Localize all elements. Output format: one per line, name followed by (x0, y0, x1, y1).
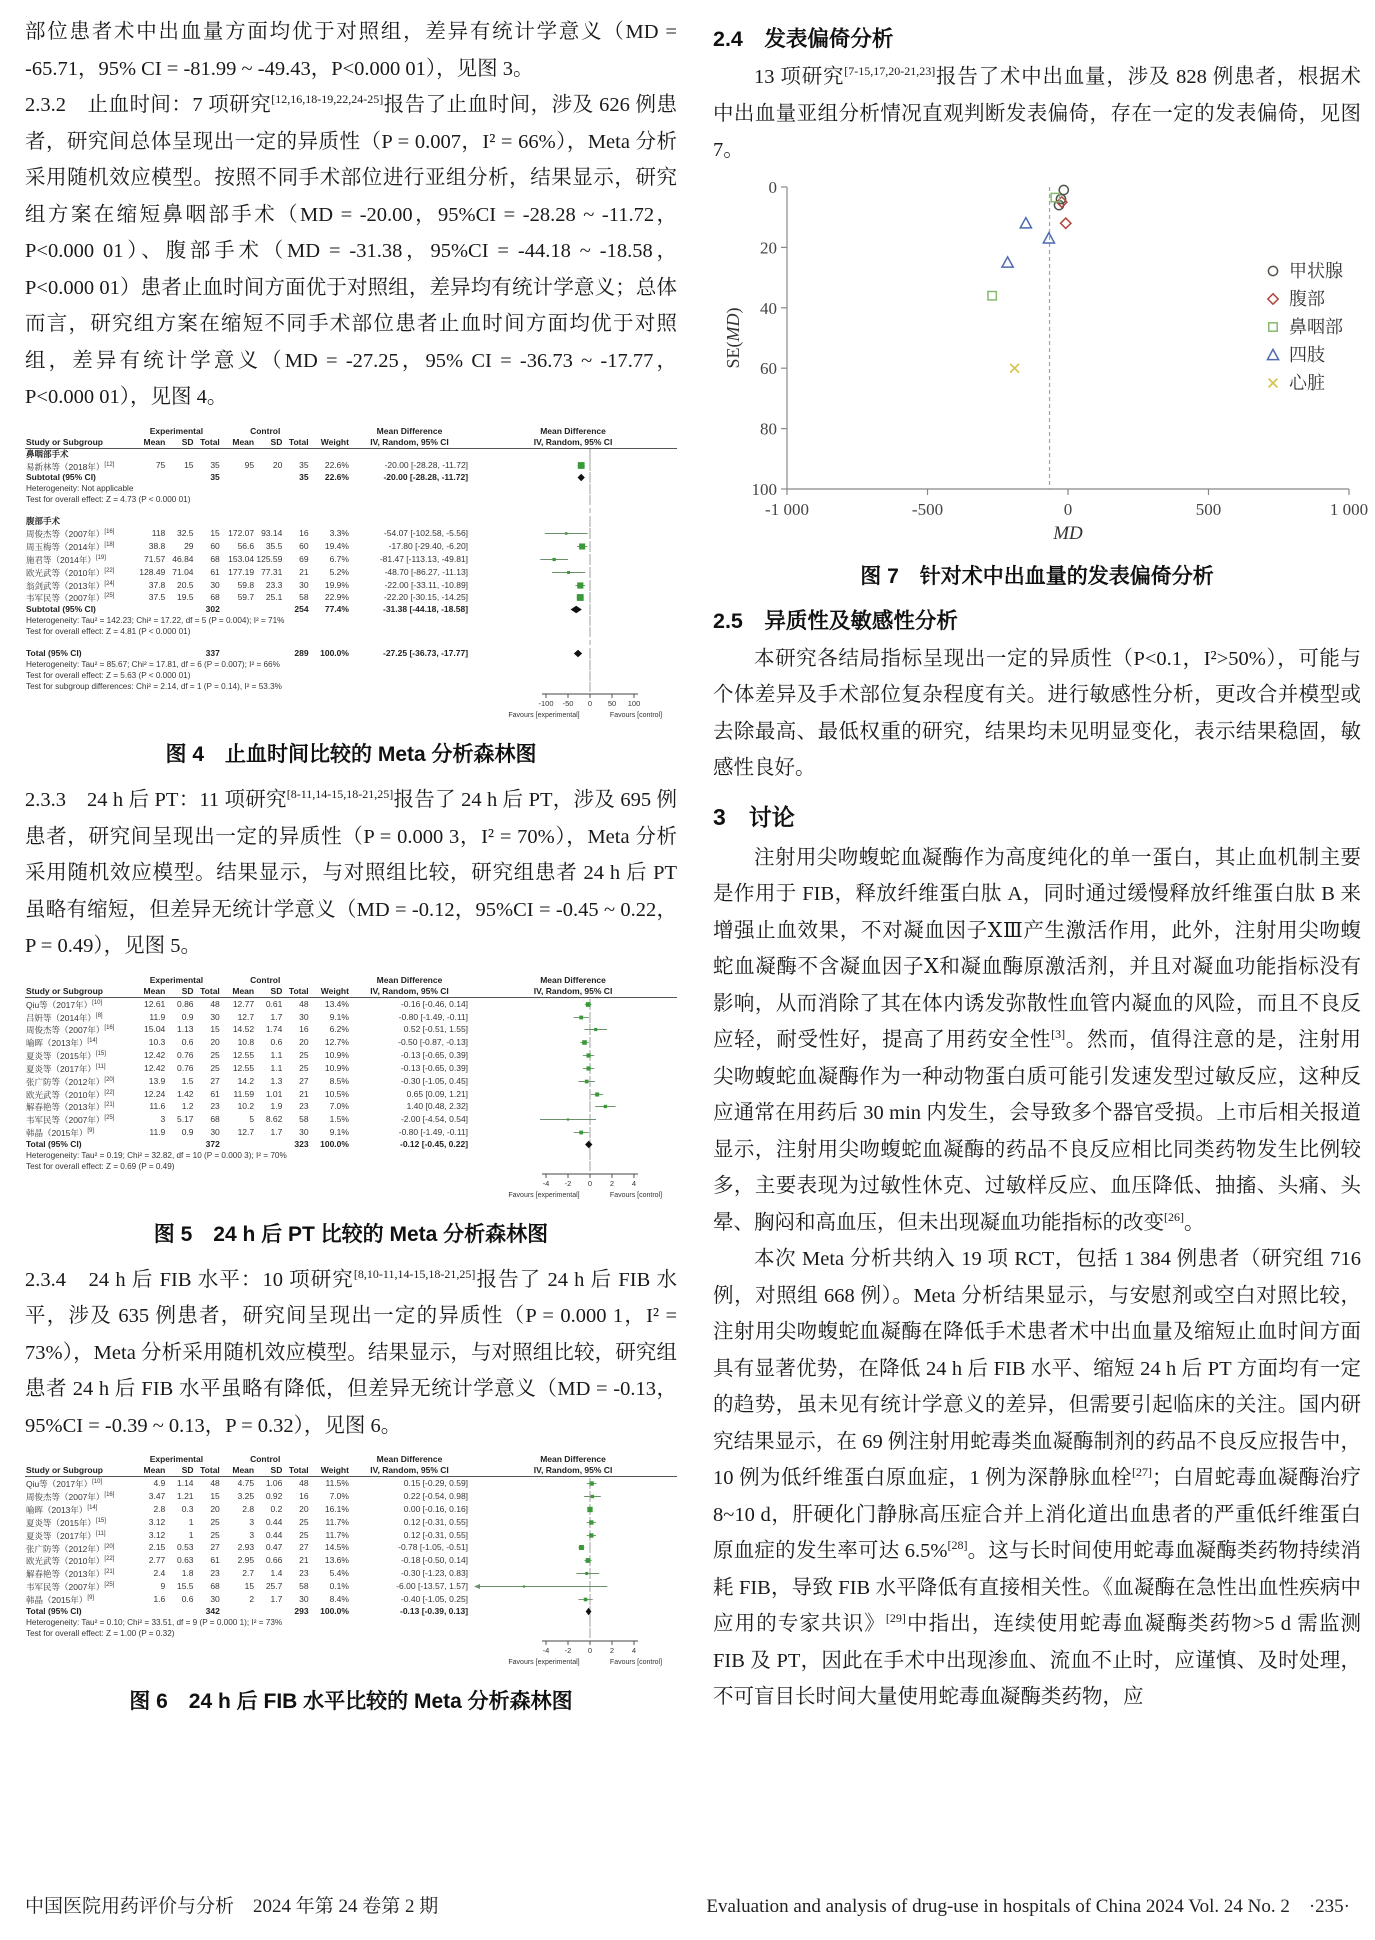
forest-study-row: 夏炎等（2017年）[11] 12.42 0.76 25 12.55 1.1 25 10.9% -0.13 [-0.65, 0.39] (25, 1062, 677, 1075)
forest-study-row: Qiu等（2017年）[10] 4.9 1.14 48 4.75 1.06 48 11.5% 0.15 [-0.29, 0.59] (25, 1477, 677, 1490)
svg-text:SE(MD): SE(MD) (723, 307, 743, 368)
forest-study-row: 张广防等（2012年）[20] 13.9 1.5 27 14.2 1.3 27 8.5% -0.30 [-1.05, 0.45] (25, 1075, 677, 1088)
reference-superscript: [12,16,18-19,22,24-25] (271, 92, 384, 107)
svg-text:-100: -100 (538, 699, 554, 709)
discussion-paragraph-2: 本次 Meta 分析共纳入 19 项 RCT，包括 1 384 例患者（研究组 716 例，对照组 668 例）。Meta 分析结果显示，与安慰剂或空白对照比较，注射用尖吻蝮蛇血凝酶在降低手术患者术中出血量及缩短止血时间方面具有显著优势，在降低 24 h 后 FIB 水平、缩短 24 h 后 PT 方面均有一定的趋势，虽未见有统计学意义的差异，但需要引起临床的关注。国内研究结果显示，在 69 例注射用蛇毒类血凝酶制剂的药品不良反应报告中，10 例为低纤维蛋白原血症，1 例为深静脉血栓[27]；白眉蛇毒血凝酶治疗 8~10 d，肝硬化门静脉高压症合并上消化道出血患者的严重低纤维蛋白原血症的发生率可达 6.5%[28]。这与长时间使用蛇毒血凝酶类药物持续消耗 FIB，导致 FIB 水平降低有直接相关性。《血凝酶在急性出血性疾病中应用的专家共识》[29]中指出，连续使用蛇毒血凝酶类药物>5 d 需监测 FIB 及 PT，因此在手术中出现渗血、流血不止时，应谨慎、及时处理，不可盲目长时间大量使用蛇毒血凝酶类药物，应 (713, 1248, 1362, 1708)
forest-note-row: Heterogeneity: Tau² = 0.10; Chi² = 33.51, df = 9 (P = 0.000 1); I² = 73% (26, 1617, 283, 1627)
forest-study-row: 欧光武等（2010年）[22] 12.24 1.42 61 11.59 1.01 21 10.5% 0.65 [0.09, 1.21] (25, 1088, 677, 1101)
funnel-plot-fig7 (713, 175, 1369, 548)
svg-text:20: 20 (760, 237, 777, 257)
svg-text:0: 0 (1063, 499, 1073, 519)
forest-note-row: Heterogeneity: Tau² = 142.23; Chi² = 17.22, df = 5 (P = 0.004); I² = 71% (26, 616, 285, 626)
svg-text:4: 4 (631, 1178, 637, 1188)
paragraph-continuation: 部位患者术中出血量方面均优于对照组，差异有统计学意义（MD = -65.71，95% CI = -81.99 ~ -49.43，P<0.000 01），见图 3。 (25, 21, 677, 80)
forest-study-row: 韩晶（2015年）[9] 11.9 0.9 30 12.7 1.7 30 9.1% -0.80 [-1.49, -0.11] (25, 1126, 677, 1139)
svg-text:60: 60 (760, 358, 777, 378)
forest-note-row: Heterogeneity: Tau² = 85.67; Chi² = 17.81, df = 6 (P = 0.007); I² = 66% (26, 660, 280, 670)
svg-text:Favours [experimental]: Favours [experimental] (508, 1191, 580, 1199)
svg-text:-4: -4 (542, 1645, 550, 1655)
section-2-3-2-paragraph: 2.3.2 止血时间：7 项研究[12,16,18-19,22,24-25]报告了止血时间，涉及 626 例患者，研究间总体呈现出一定的异质性（P = 0.007，I² = 66%），Meta 分析采用随机效应模型。按照不同手术部位进行亚组分析，结果显示，研究组方案在缩短鼻咽部手术（MD = -20.00，95%CI = -28.28 ~ -11.72，P<0.000 01）、腹部手术（MD = -31.38，95%CI = -44.18 ~ -18.58，P<0.000 01）患者止血时间方面优于对照组，差异均有统计学意义；总体而言，研究组方案在缩短不同手术部位患者止血时间方面均优于对照组，差异有统计学意义（MD = -27.25，95% CI = -36.73 ~ -17.77，P<0.000 01），见图 4。 (25, 92, 678, 408)
svg-text:40: 40 (760, 298, 777, 318)
svg-text:0: 0 (587, 699, 593, 709)
forest-plot-fig6 (25, 1454, 677, 1672)
svg-text:2: 2 (609, 1178, 615, 1188)
forest-study-row: 喻晖（2013年）[14] 10.3 0.6 20 10.8 0.6 20 12.7% -0.50 [-0.87, -0.13] (25, 1036, 677, 1049)
svg-text:500: 500 (1195, 499, 1222, 519)
svg-text:1 000: 1 000 (1329, 499, 1369, 519)
forest-study-row: 韩晶（2015年）[9] 1.6 0.6 30 2 1.7 30 8.4% -0.40 [-1.05, 0.25] (25, 1593, 677, 1606)
section-2-3-3-paragraph: 2.3.3 24 h 后 PT：11 项研究[8-11,14-15,18-21,25]报告了 24 h 后 PT，涉及 695 例患者，研究间呈现出一定的异质性（P = 0.000 3，I² = 70%），Meta 分析采用随机效应模型。结果显示，与对照组比较，研究组患者 24 h 后 PT 虽略有缩短，但差异无统计学意义（MD = -0.12，95%CI = -0.45 ~ 0.22，P = 0.49），见图 5。 (25, 787, 677, 958)
forest-study-row: 夏炎等（2017年）[11] 3.12 1 25 3 0.44 25 11.7% 0.12 [-0.31, 0.55] (25, 1529, 677, 1542)
forest-study-row: 周俊杰等（2007年）[16] 15.04 1.13 15 14.52 1.74 16 6.2% 0.52 [-0.51, 1.55] (25, 1023, 677, 1036)
reference-superscript: [3] (1051, 1027, 1066, 1042)
forest-summary-row: Total (95% CI) 342 293 100.0% -0.13 [-0.39, 0.13] (25, 1606, 677, 1617)
svg-text:MD: MD (1053, 522, 1083, 544)
forest-summary-row: Subtotal (95% CI) 35 35 22.6% -20.00 [-28.28, -11.72] (25, 472, 677, 483)
svg-text:4: 4 (631, 1645, 637, 1655)
forest-summary-row: Subtotal (95% CI) 302 254 77.4% -31.38 [-44.18, -18.58] (25, 604, 677, 615)
figure-5 (25, 975, 677, 1248)
forest-subgroup-heading: 腹部手术 (26, 516, 61, 527)
left-column (25, 14, 677, 1729)
svg-text:80: 80 (760, 419, 777, 439)
section-2-4-paragraph: 13 项研究[7-15,17,20-21,23]报告了术中出血量，涉及 828 例患者，根据术中出血量亚组分析情况直观判断发表偏倚，存在一定的发表偏倚，见图 7。 (713, 64, 1362, 161)
forest-study-row: 韦军民等（2007年）[25] 37.5 19.5 68 59.7 25.1 58 22.9% -22.20 [-30.15, -14.25] (25, 591, 677, 604)
section-2-5-heading: 2.5 异质性及敏感性分析 (713, 608, 958, 633)
forest-summary-row: Total (95% CI) 372 323 100.0% -0.12 [-0.45, 0.22] (25, 1139, 677, 1150)
reference-superscript: [27] (1131, 1465, 1152, 1480)
reference-superscript: [28] (947, 1538, 968, 1553)
section-2-5-paragraph: 本研究各结局指标呈现出一定的异质性（P<0.1，I²>50%），可能与个体差异及手术部位复杂程度有关。进行敏感性分析，更改合并模型或去除最高、最低权重的研究，结果均未见明显变化，表示结果稳固，敏感性良好。 (713, 647, 1361, 779)
footer-journal-en: Evaluation and analysis of drug-use in hospitals of China 2024 Vol. 24 No. 2 ·235· (706, 1896, 1350, 1917)
forest-table: Experimental Control Mean Difference Mean Difference Study or Subgroup Mean SD Total Mean SD Total Weight IV, Random, 95% CI IV, Random, 95% CI Qiu等（2017年）[10] 12.61 0.86 48 12.77 0.61 48 13.4% -0.16 [-0.46, 0.14] 吕姸等（2014年）[8] 11.9 0.9 30 12.7 1.7 30 9.1% -0.80 [-1.49, -0.11] 周俊杰等（2007年）[16] 15.04 1.13 15 14.52 1.74 16 6.2% 0.52 [-0.51, 1.55] 喻晖（2013年）[14] 10.3 0.6 20 10.8 0.6 20 12.7% -0.50 [-0.87, -0.13] 夏炎等（2015年）[15] 12.42 0.76 25 12.55 1.1 25 10.9% -0.13 [-0.65, 0.39] 夏炎等（2017年）[11] 12.42 0.76 25 12.55 1.1 25 10.9% -0.13 [-0.65, 0.39] 张广防等（2012年）[20] 13.9 1.5 27 14.2 1.3 27 8.5% -0.30 [-1.05, 0.45] 欧光武等（2010年）[22] 12.24 1.42 61 11.59 1.01 21 10.5% 0.65 [0.09, 1.21] 解春艳等（2013年）[21] 11.6 1.2 23 10.2 1.9 23 7.0% 1.40 [0.48, 2.32] 韦军民等（2007年）[25] 3 5.17 68 5 8.62 58 1.5% -2.00 [-4.54, 0.54] 韩晶（2015年）[9] 11.9 0.9 30 12.7 1.7 30 9.1% -0.80 [-1.49, -0.11] Total (95% CI) 372 323 100.0% -0.12 [-0.45, 0.22] Heterogeneity: Tau² = 0.19; Chi² = 32.82, df = 10 (P = 0.000 3); I² = 70% Test for overall effect: Z = 0.69 (P = 0.49) -4 -2 0 2 4 Favours [experimental] Favours [control] (25, 975, 677, 1206)
svg-text:Favours [experimental]: Favours [experimental] (508, 712, 580, 720)
forest-note-row: Heterogeneity: Tau² = 0.19; Chi² = 32.82, df = 10 (P = 0.000 3); I² = 70% (26, 1150, 287, 1160)
forest-study-row: 解春艳等（2013年）[21] 2.4 1.8 23 2.7 1.4 23 5.4% -0.30 [-1.23, 0.83] (25, 1567, 677, 1580)
reference-superscript: [8-11,14-15,18-21,25] (286, 787, 394, 802)
forest-study-row: 夏炎等（2015年）[15] 12.42 0.76 25 12.55 1.1 25 10.9% -0.13 [-0.65, 0.39] (25, 1049, 677, 1062)
figure-7 (713, 175, 1369, 590)
forest-study-row: 欧光武等（2010年）[22] 2.77 0.63 61 2.95 0.66 21 13.6% -0.18 [-0.50, 0.14] (25, 1554, 677, 1567)
svg-text:四肢: 四肢 (1289, 344, 1325, 365)
forest-note-row: Test for overall effect: Z = 0.69 (P = 0.49) (26, 1161, 175, 1171)
forest-study-row: 韦军民等（2007年）[25] 3 5.17 68 5 8.62 58 1.5% -2.00 [-4.54, 0.54] (25, 1113, 677, 1126)
forest-study-row: 翁剑武等（2013年）[24] 37.8 20.5 30 59.8 23.3 30 19.9% -22.00 [-33.11, -10.89] (25, 579, 677, 592)
forest-study-row: 欧光武等（2010年）[22] 128.49 71.04 61 177.19 77.31 21 5.2% -48.70 [-86.27, -11.13] (25, 566, 677, 579)
svg-text:-500: -500 (911, 499, 944, 519)
forest-table: Experimental Control Mean Difference Mean Difference Study or Subgroup Mean SD Total Mean SD Total Weight IV, Random, 95% CI IV, Random, 95% CI Qiu等（2017年）[10] 4.9 1.14 48 4.75 1.06 48 11.5% 0.15 [-0.29, 0.59] 周俊杰等（2007年）[16] 3.47 1.21 15 3.25 0.92 16 7.0% 0.22 [-0.54, 0.98] 喻晖（2013年）[14] 2.8 0.3 20 2.8 0.2 20 16.1% 0.00 [-0.16, 0.16] 夏炎等（2015年）[15] 3.12 1 25 3 0.44 25 11.7% 0.12 [-0.31, 0.55] 夏炎等（2017年）[11] 3.12 1 25 3 0.44 25 11.7% 0.12 [-0.31, 0.55] 张广防等（2012年）[20] 2.15 0.53 27 2.93 0.47 27 14.5% -0.78 [-1.05, -0.51] 欧光武等（2010年）[22] 2.77 0.63 61 2.95 0.66 21 13.6% -0.18 [-0.50, 0.14] 解春艳等（2013年）[21] 2.4 1.8 23 2.7 1.4 23 5.4% -0.30 [-1.23, 0.83] 韦军民等（2007年）[25] 9 15.5 68 15 25.7 58 0.1% -6.00 [-13.57, 1.57] 韩晶（2015年）[9] 1.6 0.6 30 2 1.7 30 8.4% -0.40 [-1.05, 0.25] Total (95% CI) 342 293 100.0% -0.13 [-0.39, 0.13] Heterogeneity: Tau² = 0.10; Chi² = 33.51, df = 9 (P = 0.000 1); I² = 73% Test for overall effect: Z = 1.00 (P = 0.32) -4 -2 0 2 4 Favours [experimental] Favours [control] (25, 1454, 677, 1672)
svg-text:0: 0 (587, 1178, 593, 1188)
svg-text:0: 0 (768, 177, 777, 197)
forest-subgroup-heading: 鼻咽部手术 (26, 448, 69, 459)
svg-text:Favours [control]: Favours [control] (609, 712, 663, 720)
forest-plot-fig5 (25, 975, 677, 1206)
forest-summary-row: Total (95% CI) 337 289 100.0% -27.25 [-36.73, -17.77] (25, 648, 677, 659)
page-footer (25, 1891, 1350, 1918)
svg-text:-2: -2 (564, 1645, 572, 1655)
svg-text:腹部: 腹部 (1289, 288, 1325, 309)
svg-text:Favours [control]: Favours [control] (609, 1658, 663, 1666)
svg-text:甲状腺: 甲状腺 (1289, 260, 1343, 281)
forest-table: Experimental Control Mean Difference Mean Difference Study or Subgroup Mean SD Total Mean SD Total Weight IV, Random, 95% CI IV, Random, 95% CI 鼻咽部手术 易新林等（2018年）[12] 75 15 35 95 20 35 22.6% -20.00 [-28.28, -11.72] Subtotal (95% CI) 35 35 22.6% -20.00 [-28.28, -11.72] Heterogeneity: Not applicable Test for overall effect: Z = 4.73 (P < 0.000 01) 腹部手术 周俊杰等（2007年）[16] 118 32.5 15 172.07 93.14 16 3.3% -54.07 [-102.58, -5.56] 周玉梅等（2014年）[18] 38.8 29 60 56.6 35.5 60 19.4% -17.80 [-29.40, -6.20] 施君等（2014年）[19] 71.57 46.84 68 153.04 125.59 69 6.7% -81.47 [-113.13, -49.81] 欧光武等（2010年）[22] 128.49 71.04 61 177.19 77.31 21 5.2% -48.70 [-86.27, -11.13] 翁剑武等（2013年）[24] 37.8 20.5 30 59.8 23.3 30 19.9% -22.00 [-33.11, -10.89] 韦军民等（2007年）[25] 37.5 19.5 68 59.7 25.1 58 22.9% -22.20 [-30.15, -14.25] Subtotal (95% CI) 302 254 77.4% -31.38 [-44.18, -18.58] Heterogeneity: Tau² = 142.23; Chi² = 17.22, df = 5 (P = 0.004); I² = 71% Test for overall effect: Z = 4.81 (P < 0.000 01) Total (95% CI) 337 289 100.0% -27.25 [-36.73, -17.77] Heterogeneity: Tau² = 85.67; Chi² = 17.81, df = 6 (P = 0.007); I² = 66% Test for overall effect: Z = 5.63 (P < 0.000 01) Test for subgroup differences: Chi² = 2.14, df = 1 (P = 0.14), I² = 53.3% -100 -50 0 50 100 Favours [experimental] Favours [control] (25, 426, 677, 727)
svg-text:0: 0 (587, 1645, 593, 1655)
forest-study-row: 韦军民等（2007年）[25] 9 15.5 68 15 25.7 58 0.1% -6.00 [-13.57, 1.57] (25, 1580, 677, 1593)
right-column (713, 14, 1369, 1729)
forest-study-row: 周玉梅等（2014年）[18] 38.8 29 60 56.6 35.5 60 19.4% -17.80 [-29.40, -6.20] (25, 540, 677, 553)
forest-note-row: Heterogeneity: Not applicable (26, 484, 134, 494)
svg-text:50: 50 (607, 699, 617, 709)
reference-superscript: [8,10-11,14-15,18-21,25] (353, 1267, 476, 1282)
forest-study-row: Qiu等（2017年）[10] 12.61 0.86 48 12.77 0.61 48 13.4% -0.16 [-0.46, 0.14] (25, 997, 677, 1010)
svg-text:-2: -2 (564, 1178, 572, 1188)
reference-superscript: [29] (885, 1611, 906, 1626)
svg-text:-4: -4 (542, 1178, 550, 1188)
funnel-legend (1267, 261, 1343, 393)
svg-text:100: 100 (627, 699, 641, 709)
svg-text:Favours [experimental]: Favours [experimental] (508, 1658, 580, 1666)
figure-5-caption: 图 5 24 h 后 PT 比较的 Meta 分析森林图 (153, 1222, 549, 1246)
forest-note-row: Test for overall effect: Z = 4.81 (P < 0.000 01) (26, 627, 191, 637)
forest-study-row: 喻晖（2013年）[14] 2.8 0.3 20 2.8 0.2 20 16.1% 0.00 [-0.16, 0.16] (25, 1503, 677, 1516)
reference-superscript: [26] (1164, 1209, 1184, 1224)
figure-4 (25, 426, 677, 769)
svg-text:鼻咽部: 鼻咽部 (1289, 316, 1343, 337)
figure-4-caption: 图 4 止血时间比较的 Meta 分析森林图 (165, 743, 537, 767)
forest-study-row: 周俊杰等（2007年）[16] 3.47 1.21 15 3.25 0.92 16 7.0% 0.22 [-0.54, 0.98] (25, 1490, 677, 1503)
forest-note-row: Test for subgroup differences: Chi² = 2.14, df = 1 (P = 0.14), I² = 53.3% (26, 682, 282, 692)
forest-study-row: 周俊杰等（2007年）[16] 118 32.5 15 172.07 93.14 16 3.3% -54.07 [-102.58, -5.56] (25, 527, 677, 540)
footer-journal-cn: 中国医院用药评价与分析 2024 年第 24 卷第 2 期 (25, 1896, 439, 1917)
section-2-3-4-paragraph: 2.3.4 24 h 后 FIB 水平：10 项研究[8,10-11,14-15,18-21,25]报告了 24 h 后 FIB 水平，涉及 635 例患者，研究间呈现出一定的异质性（P = 0.000 1，I² = 73%），Meta 分析采用随机效应模型。结果显示，与对照组比较，研究组患者 24 h 后 FIB 水平虽略有降低，但差异无统计学意义（MD = -0.13，95%CI = -0.39 ~ 0.13，P = 0.32），见图 6。 (25, 1267, 678, 1437)
svg-text:-1 000: -1 000 (765, 499, 809, 519)
discussion-paragraph-1: 注射用尖吻蝮蛇血凝酶作为高度纯化的单一蛋白，其止血机制主要是作用于 FIB，释放纤维蛋白肽 A，同时通过缓慢释放纤维蛋白肽 B 来增强止血效果，不对凝血因子ⅩⅢ产生激活作用，此外，注射用尖吻蝮蛇血凝酶不含凝血因子Ⅹ和凝血酶原激活剂，并且对凝血功能指标没有影响，从而消除了其在体内诱发弥散性血管内凝血的风险，而且不良反应轻，耐受性好，提高了用药安全性[3]。然而，值得注意的是，注射用尖吻蝮蛇血凝酶作为一种动物蛋白质可能引发速发型过敏反应，这种反应通常在用药后 30 min 内发生，会导致多个器官受损。上市后相关报道显示，注射用尖吻蝮蛇血凝酶的药品不良反应相比同类药物发生比例较多，主要表现为过敏性休克、过敏样反应、血压降低、抽搐、头痛、头晕、胸闷和高血压，但未出现凝血功能指标的改变[26]。 (713, 846, 1362, 1234)
funnel-plot-svg (713, 175, 1369, 544)
forest-note-row: Test for overall effect: Z = 1.00 (P = 0.32) (26, 1628, 175, 1638)
svg-text:-50: -50 (562, 699, 574, 709)
forest-study-row: 易新林等（2018年）[12] 75 15 35 95 20 35 22.6% -20.00 [-28.28, -11.72] (25, 460, 677, 473)
figure-6-caption: 图 6 24 h 后 FIB 水平比较的 Meta 分析森林图 (129, 1689, 573, 1713)
figure-7-caption: 图 7 针对术中出血量的发表偏倚分析 (860, 564, 1214, 588)
svg-text:100: 100 (751, 479, 777, 499)
forest-note-row: Test for overall effect: Z = 5.63 (P < 0.000 01) (26, 671, 191, 681)
section-2-4-heading: 2.4 发表偏倚分析 (713, 27, 894, 51)
forest-study-row: 吕姸等（2014年）[8] 11.9 0.9 30 12.7 1.7 30 9.1% -0.80 [-1.49, -0.11] (25, 1011, 677, 1024)
forest-note-row: Test for overall effect: Z = 4.73 (P < 0.000 01) (26, 495, 191, 505)
svg-text:Favours [control]: Favours [control] (609, 1191, 663, 1199)
svg-text:心脏: 心脏 (1289, 372, 1325, 393)
forest-study-row: 张广防等（2012年）[20] 2.15 0.53 27 2.93 0.47 27 14.5% -0.78 [-1.05, -0.51] (25, 1542, 677, 1555)
forest-study-row: 施君等（2014年）[19] 71.57 46.84 68 153.04 125.59 69 6.7% -81.47 [-113.13, -49.81] (25, 553, 677, 566)
forest-study-row: 夏炎等（2015年）[15] 3.12 1 25 3 0.44 25 11.7% 0.12 [-0.31, 0.55] (25, 1516, 677, 1529)
svg-text:2: 2 (609, 1645, 615, 1655)
forest-plot-fig4 (25, 426, 677, 727)
reference-superscript: [7-15,17,20-21,23] (844, 64, 936, 79)
section-3-heading: 3 讨论 (713, 803, 795, 830)
figure-6 (25, 1454, 677, 1714)
forest-study-row: 解春艳等（2013年）[21] 11.6 1.2 23 10.2 1.9 23 7.0% 1.40 [0.48, 2.32] (25, 1100, 677, 1113)
